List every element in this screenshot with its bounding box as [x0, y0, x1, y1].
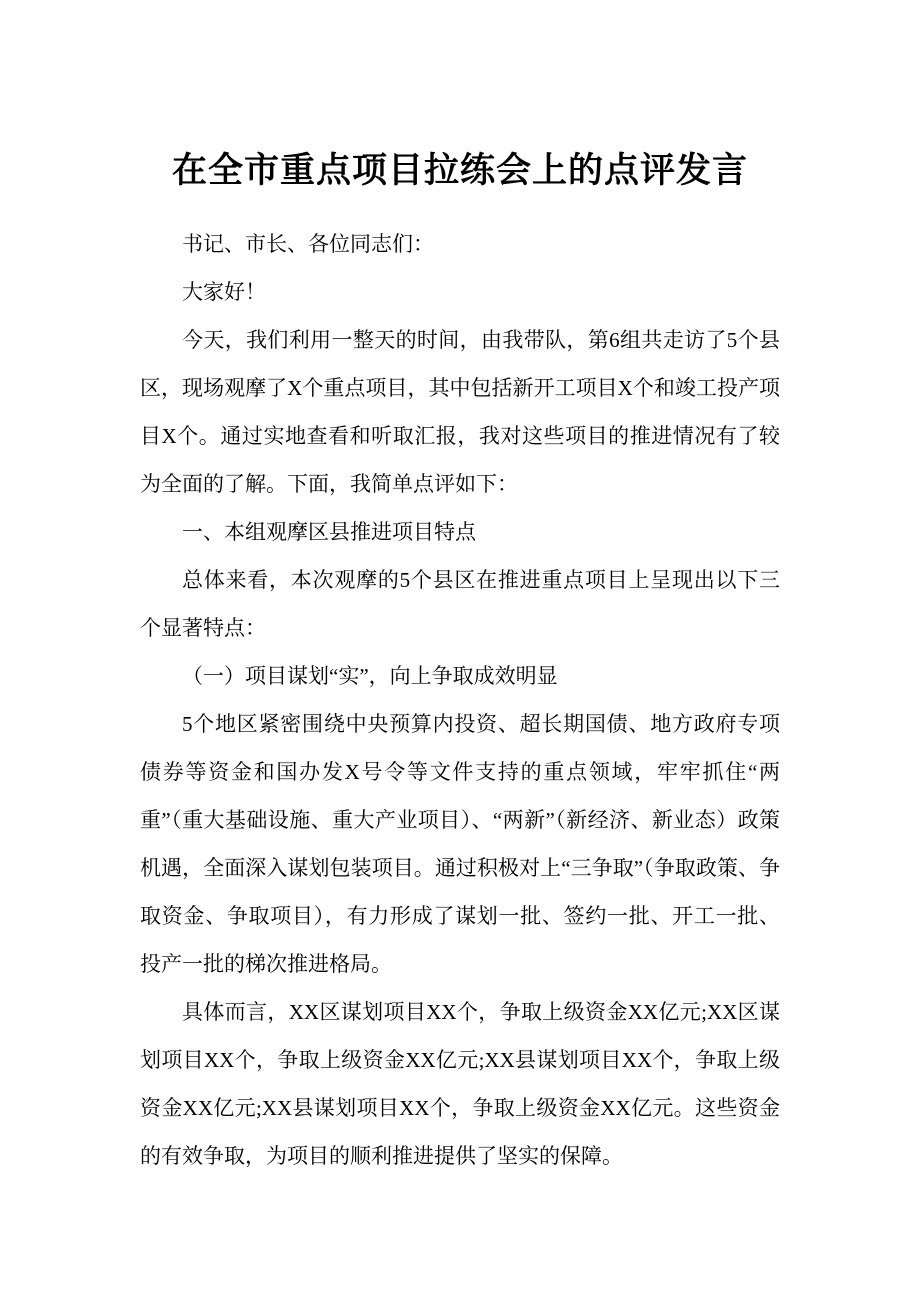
paragraph-intro: 今天，我们利用一整天的时间，由我带队，第6组共走访了5个县区，现场观摩了X个重点项目，其中包括新开工项目X个和竣工投产项目X个。通过实地查看和听取汇报，我对这些项目的推进情况有了较为全面的了解。下面，我简单点评如下： — [140, 328, 780, 496]
paragraph-detail-2: 具体而言，XX区谋划项目XX个，争取上级资金XX亿元;XX区谋划项目XX个，争取上级资金XX亿元;XX县谋划项目XX个，争取上级资金XX亿元;XX县谋划项目XX个，争取上级资金XX亿元。这些资金的有效争取，为项目的顺利推进提供了坚实的保障。 — [140, 1000, 780, 1168]
document-title: 在全市重点项目拉练会上的点评发言 — [171, 151, 748, 190]
paragraph-subsection-heading-1: （一）项目谋划“实”，向上争取成效明显 — [182, 664, 558, 688]
paragraph-greeting: 大家好！ — [182, 280, 266, 304]
document-body — [140, 220, 780, 1180]
paragraph-section-heading-1: 一、本组观摩区县推进项目特点 — [182, 520, 476, 544]
paragraph-detail-1: 5个地区紧密围绕中央预算内投资、超长期国债、地方政府专项债券等资金和国办发X号令等文件支持的重点领域，牢牢抓住“两重”（重大基础设施、重大产业项目）、“两新”（新经济、新业态）政策机遇，全面深入谋划包装项目。通过积极对上“三争取”（争取政策、争取资金、争取项目），有力形成了谋划一批、签约一批、开工一批、投产一批的梯次推进格局。 — [140, 712, 780, 976]
paragraph-overview: 总体来看，本次观摩的5个县区在推进重点项目上呈现出以下三个显著特点： — [140, 568, 780, 640]
paragraph-salutation: 书记、市长、各位同志们： — [182, 232, 434, 256]
